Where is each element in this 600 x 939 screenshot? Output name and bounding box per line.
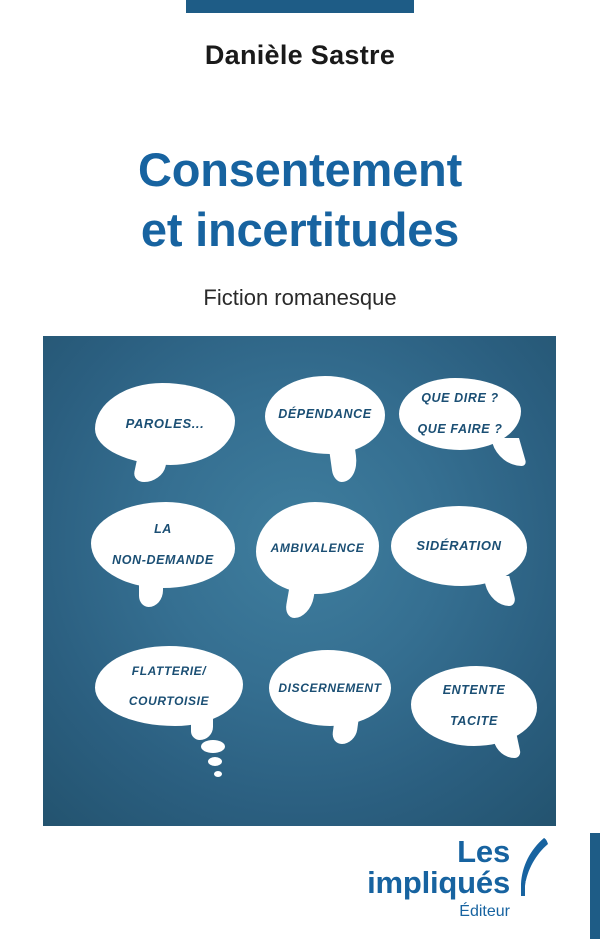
- publisher-subtitle: Éditeur: [459, 903, 510, 920]
- feather-icon: [514, 836, 554, 898]
- speech-bubble-label: [96, 522, 230, 569]
- speech-bubble-label: DÉPENDANCE: [278, 407, 372, 422]
- speech-bubble-dot: [214, 771, 222, 777]
- speech-bubble-line-1: LA: [154, 521, 172, 536]
- top-rule-decoration: [186, 0, 414, 13]
- speech-bubble-label: [427, 683, 522, 730]
- speech-bubble-dot: [201, 740, 225, 753]
- speech-bubble-entente-tacite: [411, 666, 537, 746]
- speech-bubble-line-2: NON-DEMANDE: [112, 552, 214, 567]
- speech-bubble-line-1: ENTENTE: [442, 682, 506, 697]
- speech-bubble-line-1: QUE DIRE ?: [421, 390, 499, 405]
- author-name: Danièle Sastre: [204, 40, 396, 70]
- speech-bubble-line-2: TACITE: [450, 713, 498, 728]
- speech-bubble-label: [401, 391, 518, 438]
- speech-bubble-dependance: [265, 376, 385, 454]
- title-line-1: Consentement: [137, 143, 463, 196]
- speech-bubble-discernement: [269, 650, 391, 726]
- book-subtitle: Fiction romanesque: [203, 285, 397, 310]
- speech-bubble-flatterie-courtoisie: [95, 646, 243, 726]
- right-edge-bar: [590, 833, 600, 939]
- speech-bubble-sideration: [391, 506, 527, 586]
- publisher-name: Les impliqués: [367, 834, 510, 900]
- speech-bubble-ambivalence: [256, 502, 379, 594]
- cover-illustration: [43, 336, 556, 826]
- speech-bubble-label: SIDÉRATION: [416, 537, 502, 553]
- title-line-2: et incertitudes: [140, 203, 460, 257]
- speech-bubble-dot: [208, 757, 222, 766]
- speech-bubble-paroles: [95, 383, 235, 465]
- speech-bubble-label: [113, 664, 225, 709]
- speech-bubble-label: AMBIVALENCE: [270, 540, 365, 555]
- publisher-logo: [318, 834, 556, 920]
- speech-bubble-line-1: FLATTERIE/: [131, 663, 207, 678]
- speech-bubble-la-non-demande: [91, 502, 235, 588]
- speech-bubble-label: DISCERNEMENT: [278, 680, 382, 695]
- book-title: [0, 140, 600, 260]
- speech-bubble-label: PAROLES...: [125, 415, 205, 431]
- speech-bubble-line-2: QUE FAIRE ?: [417, 421, 503, 436]
- speech-bubble-line-2: COURTOISIE: [128, 693, 210, 708]
